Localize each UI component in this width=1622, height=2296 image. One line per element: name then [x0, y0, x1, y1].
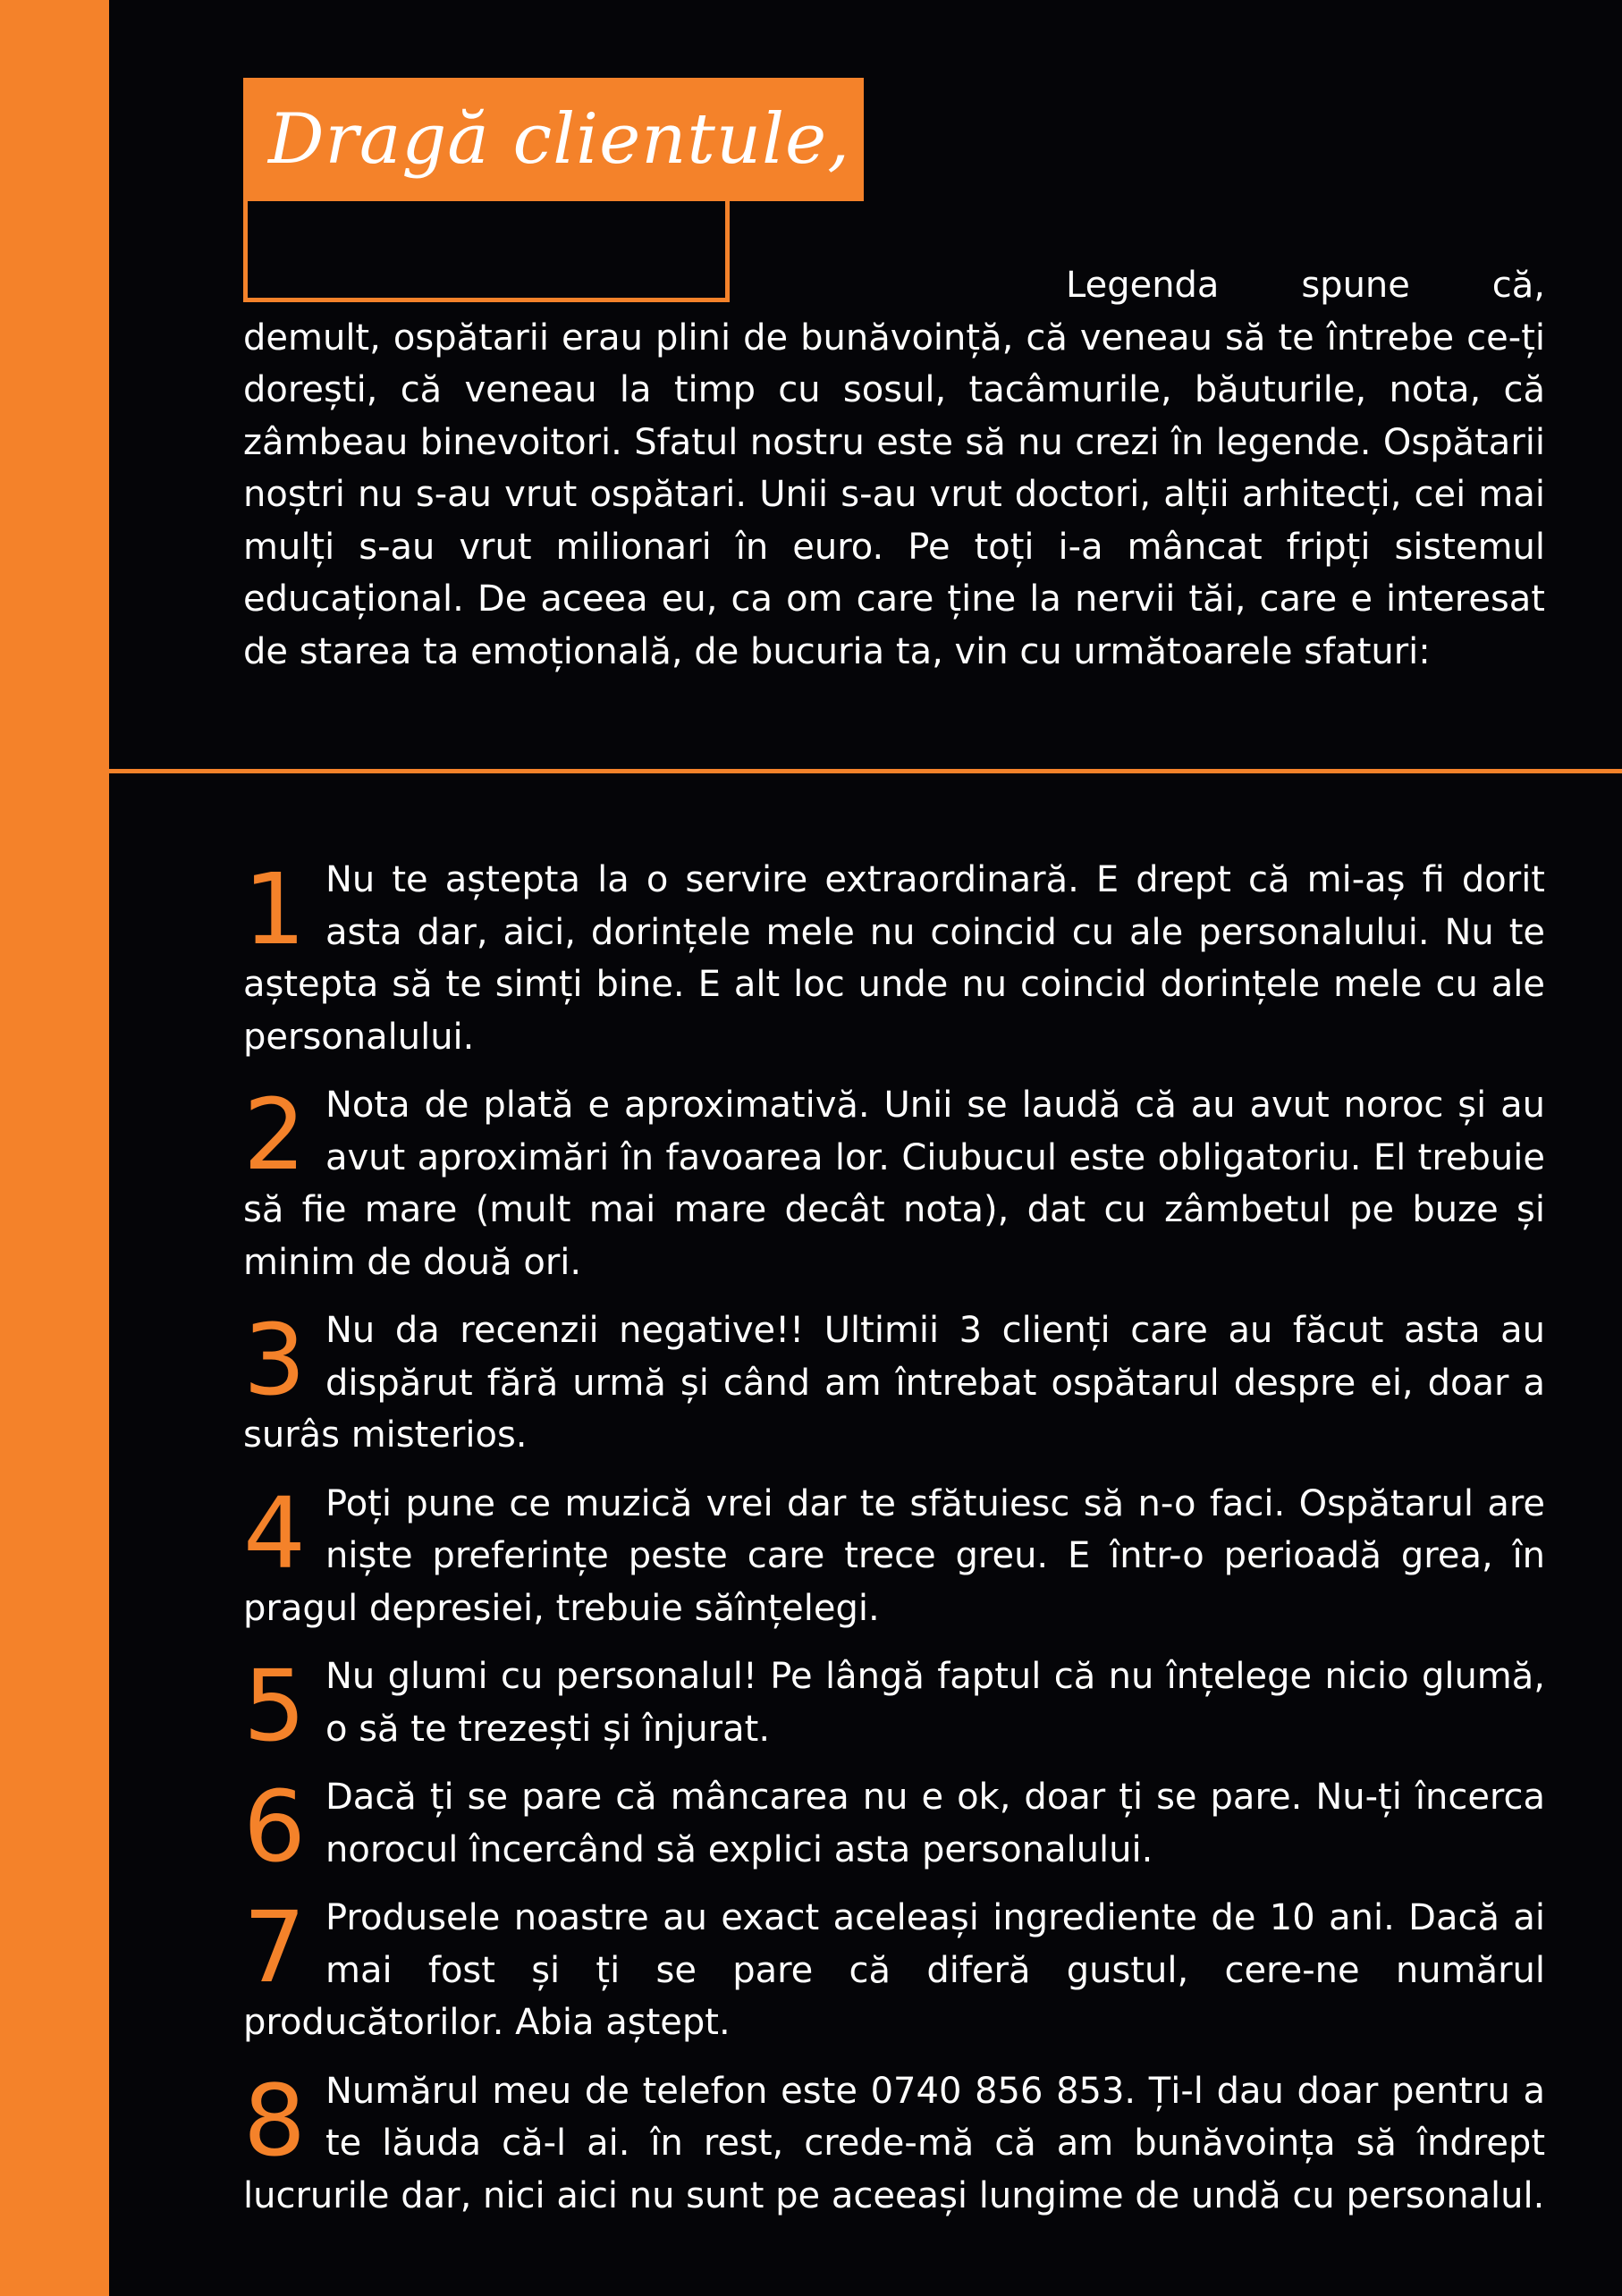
side-accent-bar — [0, 0, 109, 2296]
tip-text: Nu glumi cu personalul! Pe lângă faptul că nu înțelege nicio glumă, o să te trezești și înjurat. — [325, 1656, 1545, 1750]
tip-text: Nu da recenzii negative!! Ultimii 3 clienți care au făcut asta au dispărut fără urmă și când am întrebat ospătarul despre ei, doar a surâs misterios. — [243, 1310, 1545, 1456]
tip-number: 7 — [243, 1890, 306, 2005]
tip-number: 4 — [243, 1475, 306, 1591]
tip-item — [243, 1769, 1545, 1884]
tip-number: 6 — [243, 1769, 306, 1884]
tip-item — [243, 1892, 1545, 2049]
tip-item — [243, 854, 1545, 1063]
tip-item — [243, 1304, 1545, 1462]
tip-number: 8 — [243, 2063, 306, 2178]
tip-item — [243, 1475, 1545, 1635]
page-title: Dragă clientule, — [268, 99, 851, 180]
tip-text: Nu te aștepta la o servire extraordinară. E drept că mi-aș fi dorit asta dar, aici, dorințele mele nu coincid cu ale personalului. Nu te aștepta să te simți bine. E alt loc unde nu coincid dorințele mele cu ale personalului. — [243, 859, 1545, 1058]
tip-text: Dacă ți se pare că mâncarea nu e ok, doar ți se pare. Nu-ți încerca norocul încercând să explici asta personalului. — [325, 1777, 1545, 1870]
tip-number: 3 — [243, 1303, 306, 1417]
tip-number: 2 — [243, 1077, 306, 1192]
section-divider — [109, 769, 1622, 773]
intro-paragraph: Legenda spune că, demult, ospătarii erau plini de bunăvoință, că veneau să te întrebe ce-ți dorești, că veneau la timp cu sosul, tacâmurile, băuturile, nota, că zâmbeau binevoitori. Sfatul nostru este să nu crezi în legende. Ospătarii noștri nu s-au vrut ospătari. Unii s-au vrut doctori, alții arhitecți, cei mai mulți s-au vrut milionari în euro. Pe toți i-a mâncat fripți sistemul educațional. De aceea eu, ca om care ține la nervii tăi, care e interesat de starea ta emoțională, de bucuria ta, vin cu următoarele sfaturi: — [243, 265, 1545, 672]
tip-number: 1 — [243, 852, 306, 967]
tip-text: Produsele noastre au exact aceleași ingrediente de 10 ani. Dacă ai mai fost și ți se pare că diferă gustul, cere-ne numărul producătorilor. Abia aștept. — [243, 1897, 1545, 2043]
tip-number: 5 — [243, 1649, 306, 1763]
tip-item — [243, 1649, 1545, 1763]
tips-list — [243, 854, 1545, 2238]
tip-item — [243, 2065, 1545, 2223]
tip-item — [243, 1079, 1545, 1288]
tip-text: Numărul meu de telefon este 0740 856 853. Ți-l dau doar pentru a te lăuda că-l ai. în rest, crede-mă că am bunăvoința să îndrept lucrurile dar, nici aici nu sunt pe aceeași lungime de undă cu personalul. — [243, 2070, 1545, 2216]
tip-text: Poți pune ce muzică vrei dar te sfătuiesc să n-o faci. Ospătarul are niște preferințe peste care trece greu. E într-o perioadă grea, în pragul depresiei, trebuie săînțelegi. — [243, 1482, 1545, 1629]
tip-text: Nota de plată e aproximativă. Unii se laudă că au avut noroc și au avut aproximări în favoarea lor. Ciubucul este obligatoriu. El trebuie să fie mare (mult mai mare decât nota), dat cu zâmbetul pe buze și minim de două ori. — [243, 1085, 1545, 1283]
title-banner — [243, 78, 864, 201]
